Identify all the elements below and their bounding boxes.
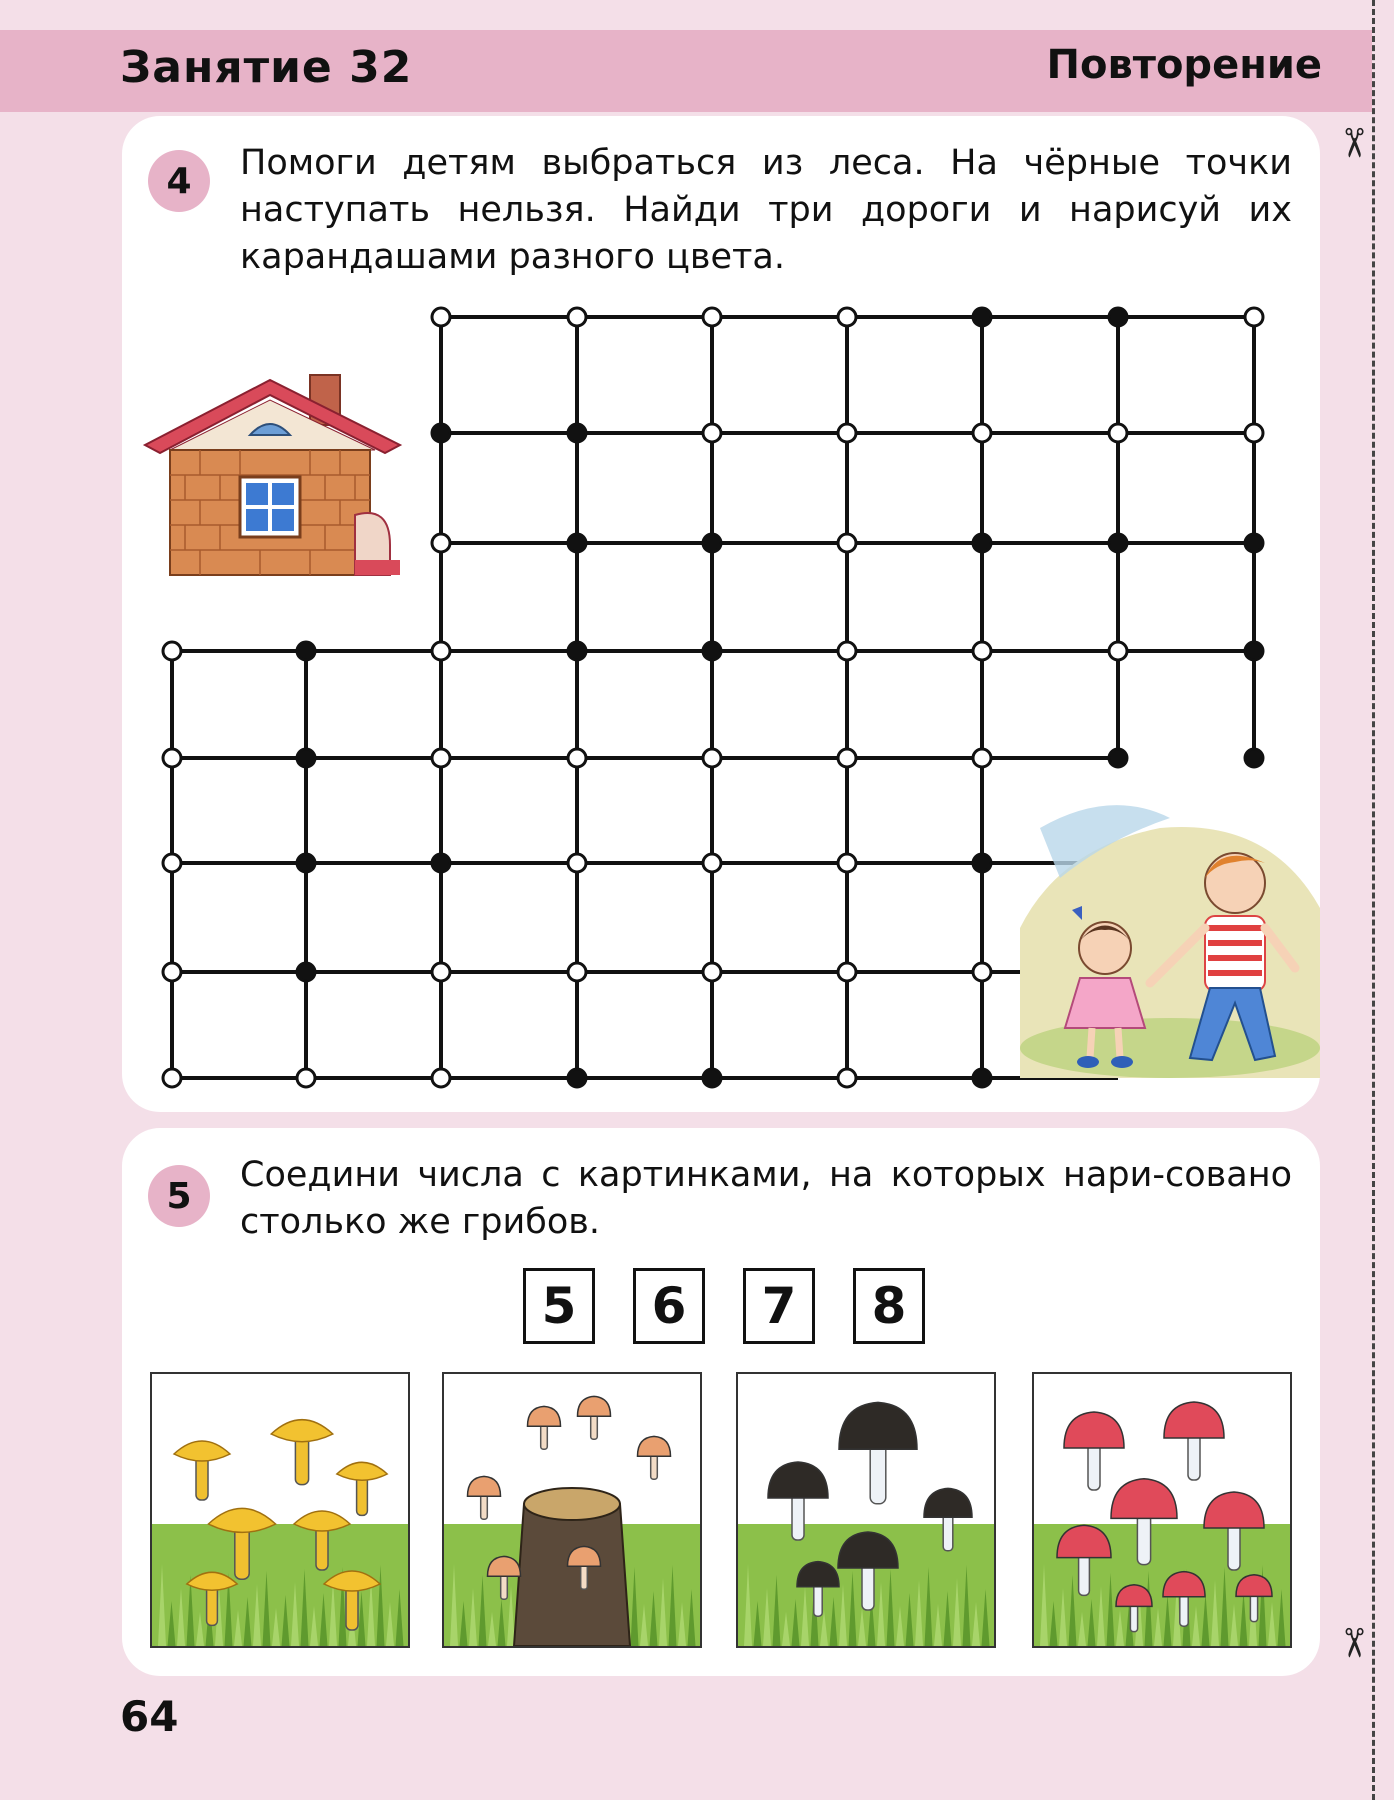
black-dot: [1109, 308, 1127, 326]
mushroom: [638, 1436, 671, 1479]
black-dot: [297, 749, 315, 767]
mushroom-card-chanterelles[interactable]: [150, 1372, 410, 1648]
white-dot[interactable]: [432, 1069, 450, 1087]
mushroom: [337, 1462, 387, 1515]
mushroom: [1164, 1402, 1224, 1480]
white-dot[interactable]: [432, 308, 450, 326]
black-dot: [1245, 749, 1263, 767]
white-dot[interactable]: [838, 1069, 856, 1087]
white-dot[interactable]: [163, 854, 181, 872]
black-dot: [1245, 534, 1263, 552]
mushroom: [271, 1420, 333, 1485]
task-4-number: 4: [148, 150, 210, 212]
black-dot: [703, 1069, 721, 1087]
children-illustration: [1020, 788, 1320, 1078]
black-dot: [297, 963, 315, 981]
black-dot: [1109, 534, 1127, 552]
white-dot[interactable]: [838, 963, 856, 981]
number-box-5[interactable]: 5: [523, 1268, 595, 1344]
white-dot[interactable]: [838, 308, 856, 326]
mushroom: [839, 1402, 917, 1503]
white-dot[interactable]: [568, 854, 586, 872]
black-dot: [1245, 642, 1263, 660]
white-dot[interactable]: [703, 749, 721, 767]
mushroom: [528, 1406, 561, 1449]
black-dot: [703, 642, 721, 660]
white-dot[interactable]: [703, 963, 721, 981]
black-dot: [703, 534, 721, 552]
mushroom-card-stump[interactable]: [442, 1372, 702, 1648]
white-dot[interactable]: [1245, 424, 1263, 442]
white-dot[interactable]: [432, 749, 450, 767]
white-dot[interactable]: [163, 749, 181, 767]
white-dot[interactable]: [432, 642, 450, 660]
white-dot[interactable]: [432, 534, 450, 552]
number-box-6[interactable]: 6: [633, 1268, 705, 1344]
mushroom: [174, 1441, 230, 1500]
white-dot[interactable]: [703, 424, 721, 442]
black-dot: [432, 424, 450, 442]
task-5-number: 5: [148, 1165, 210, 1227]
black-dot: [297, 854, 315, 872]
white-dot[interactable]: [297, 1069, 315, 1087]
mushroom: [1064, 1412, 1124, 1490]
black-dot: [568, 1069, 586, 1087]
mushroom-card-porcini[interactable]: [736, 1372, 996, 1648]
black-dot: [568, 534, 586, 552]
black-dot: [297, 642, 315, 660]
task-5-text: Соедини числа с картинками, на которых нари-совано столько же грибов.: [240, 1155, 1292, 1242]
number-box-7[interactable]: 7: [743, 1268, 815, 1344]
task-4-text: Помоги детям выбраться из леса. На чёрные точки наступать нельзя. Найди три дороги и нарисуй их карандашами разного цвета.: [240, 143, 1292, 277]
white-dot[interactable]: [973, 749, 991, 767]
white-dot[interactable]: [1245, 308, 1263, 326]
white-dot[interactable]: [568, 963, 586, 981]
black-dot: [1109, 749, 1127, 767]
mushroom: [468, 1476, 501, 1519]
white-dot[interactable]: [838, 749, 856, 767]
white-dot[interactable]: [838, 854, 856, 872]
white-dot[interactable]: [568, 749, 586, 767]
white-dot[interactable]: [973, 642, 991, 660]
black-dot: [973, 854, 991, 872]
mushroom: [578, 1396, 611, 1439]
section-title: Повторение: [1046, 42, 1322, 88]
white-dot[interactable]: [838, 534, 856, 552]
white-dot[interactable]: [568, 308, 586, 326]
black-dot: [973, 308, 991, 326]
white-dot[interactable]: [838, 424, 856, 442]
stump-top: [524, 1488, 620, 1520]
mushroom-card-russula[interactable]: [1032, 1372, 1292, 1648]
white-dot[interactable]: [703, 854, 721, 872]
white-dot[interactable]: [1109, 642, 1127, 660]
white-dot[interactable]: [973, 963, 991, 981]
scissors-icon: ✂: [1329, 126, 1376, 160]
black-dot: [568, 642, 586, 660]
white-dot[interactable]: [838, 642, 856, 660]
white-dot[interactable]: [163, 963, 181, 981]
page-number: 64: [120, 1692, 179, 1741]
black-dot: [568, 424, 586, 442]
scissors-icon: ✂: [1329, 1626, 1376, 1660]
lesson-title: Занятие 32: [120, 42, 413, 93]
white-dot[interactable]: [1109, 424, 1127, 442]
black-dot: [973, 1069, 991, 1087]
white-dot[interactable]: [703, 308, 721, 326]
black-dot: [432, 854, 450, 872]
white-dot[interactable]: [432, 963, 450, 981]
white-dot[interactable]: [163, 642, 181, 660]
black-dot: [973, 534, 991, 552]
white-dot[interactable]: [163, 1069, 181, 1087]
number-box-8[interactable]: 8: [853, 1268, 925, 1344]
white-dot[interactable]: [973, 424, 991, 442]
